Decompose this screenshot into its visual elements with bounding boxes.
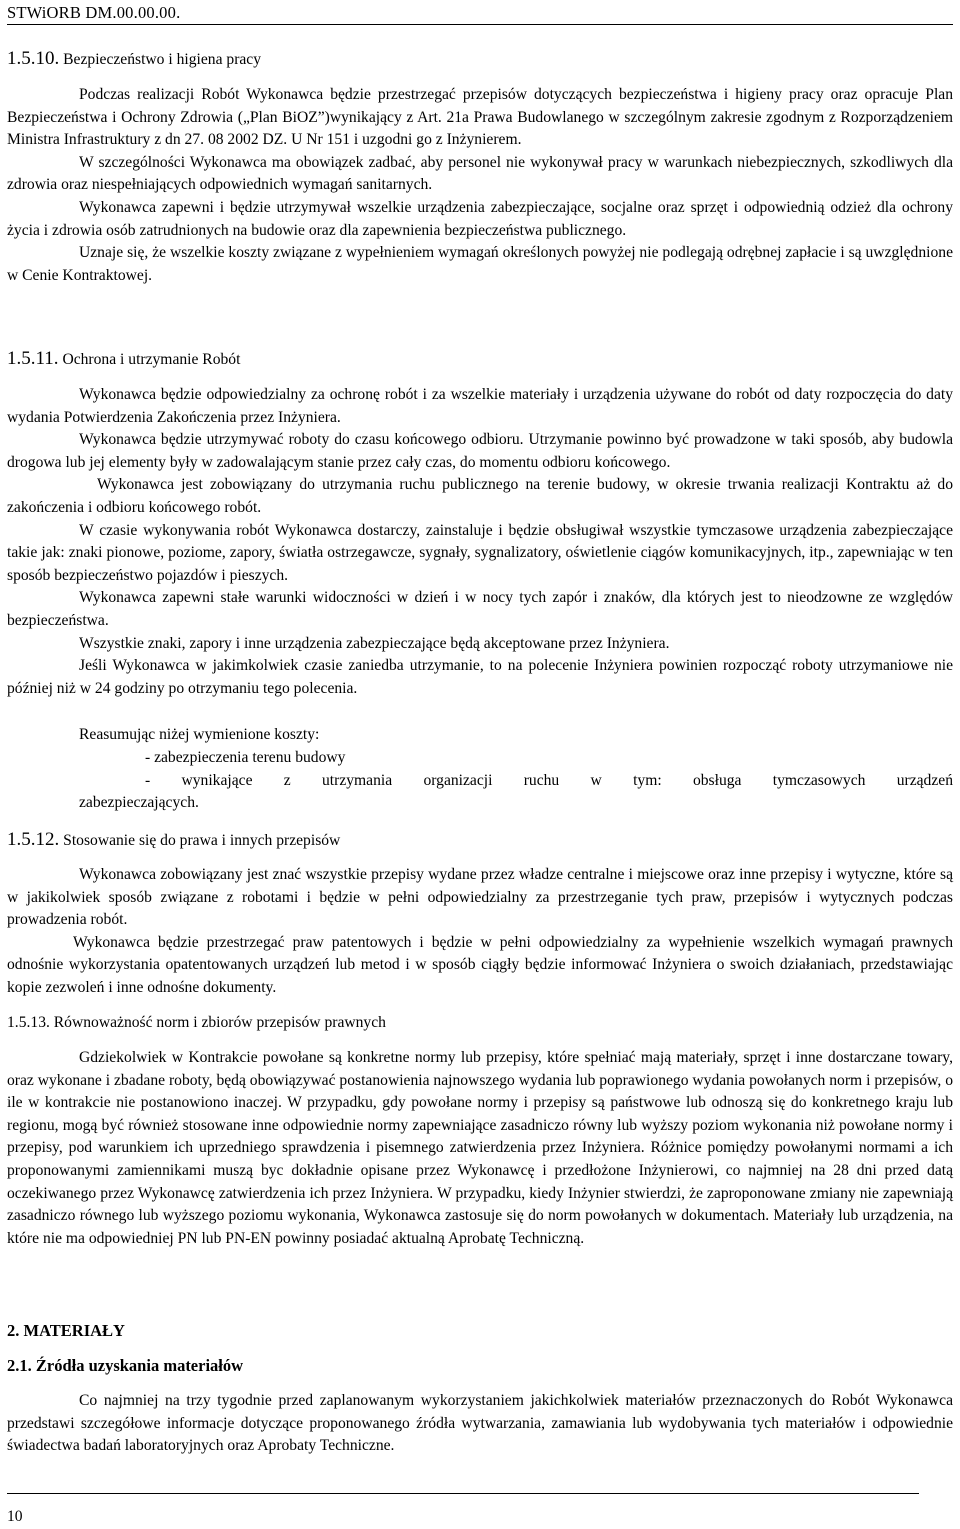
paragraph: Podczas realizacji Robót Wykonawca będzie przestrzegać przepisów dotyczących bezpieczeństwa i higieny pracy oraz opracuje Plan Bezpieczeństwa i Ochrony Zdrowia („Plan BiOZ”)wynikający z Art. 21a Prawa Budowlanego w szczególnym zakresie zgodnym z Rozporządzeniem Ministra Infrastruktury z dn 27. 08 2002 DZ. U Nr 151 i uzgodni go z Inżynierem. <box>7 86 953 149</box>
paragraph: Wykonawca będzie przestrzegać praw patentowych i będzie w pełni odpowiedzialny za wypełnienie wszelkich wymagań prawnych odnośnie wykorzystania opatentowanych urządzeń lub metod i w sposób ciągły będzie informować Inżyniera o swoich działaniach, przedstawiając kopie zezwoleń i inne odnośne dokumenty. <box>7 933 953 996</box>
paragraph: Co najmniej na trzy tygodnie przed zaplanowanym wykorzystaniem jakichkolwiek materiałów przeznaczonych do Robót Wykonawca przedstawi szczegółowe informacje dotyczące proponowanego źródła wytwarzania, zamawiania lub wydobywania tych materiałów i odpowiednie świadectwa badań laboratoryjnych oraz Aprobaty Techniczne. <box>7 1392 953 1455</box>
paragraph: W czasie wykonywania robót Wykonawca dostarczy, zainstaluje i będzie obsługiwał wszystkie tymczasowe urządzenia zabezpieczające takie jak: znaki pionowe, poziome, zapory, światła ostrzegawcze, sygnały, sygnalizatory, oświetlenie ciągów komunikacyjnych, itp., zapewniając w ten sposób bezpieczeństwo pojazdów i pieszych. <box>7 521 953 584</box>
page-number: 10 <box>7 1508 23 1525</box>
footer-divider <box>7 1493 919 1494</box>
chapter-2-heading: 2. MATERIAŁY <box>7 1321 125 1340</box>
paragraph: Wykonawca będzie odpowiedzialny za ochronę robót i za wszelkie materiały i urządzenia używane do robót od daty rozpoczęcia do daty wydania Potwierdzenia Zakończenia przez Inżyniera. <box>7 386 953 426</box>
list-intro: Reasumując niżej wymienione koszty: <box>79 726 320 743</box>
list-item: - wynikające z utrzymania organizacji ruchu w tym: obsługa tymczasowych urządzeń <box>145 772 953 789</box>
paragraph: Jeśli Wykonawca w jakimkolwiek czasie zaniedba utrzymanie, to na polecenie Inżyniera powinien rozpocząć roboty utrzymaniowe nie później niż w 24 godziny po otrzymaniu tego polecenia. <box>7 657 953 697</box>
section-number: 1.5.10. <box>7 48 60 69</box>
section-1-5-13-body <box>7 1047 953 1250</box>
section-number: 1.5.11. <box>7 348 59 369</box>
paragraph: W szczególności Wykonawca ma obowiązek zadbać, aby personel nie wykonywał pracy w warunkach niebezpiecznych, szkodliwych dla zdrowia oraz niespełniających odpowiednich wymagań sanitarnych. <box>7 153 953 194</box>
section-1-5-11-title <box>7 348 240 372</box>
section-1-5-12-body <box>7 864 953 1000</box>
paragraph: Uznaje się, że wszelkie koszty związane z wypełnieniem wymagań określonych powyżej nie podlegają odrębnej zapłacie i są uwzględnione w Cenie Kontraktowej. <box>7 244 953 284</box>
section-1-5-12-title <box>7 829 340 853</box>
paragraph: Wykonawca będzie utrzymywać roboty do czasu końcowego odbioru. Utrzymanie powinno być prowadzone w taki sposób, aby budowla drogowa lub jej elementy były w zadowalającym stanie przez cały czas, do momentu odbioru końcowego. <box>7 431 953 471</box>
section-title: Bezpieczeństwo i higiena pracy <box>63 51 262 68</box>
paragraph: Wykonawca jest zobowiązany do utrzymania ruchu publicznego na terenie budowy, w okresie trwania realizacji Kontraktu aż do zakończenia i odbioru końcowego robót. <box>7 476 953 516</box>
section-1-5-10-title <box>7 48 261 72</box>
paragraph: Gdziekolwiek w Kontrakcie powołane są konkretne normy lub przepisy, które spełniać mają materiały, sprzęt i inne dostarczane towary, oraz wykonane i zbadane roboty, będą obowiązywać postanowienia najnowszego wydania lub poprawionego wydania powołanych norm i przepisów, o ile w kontrakcie nie postanowiono inaczej. W przypadku, gdy powołane normy i przepisy są państwowe lub odnoszą się do konkretnego kraju lub regionu, mogą być również stosowane inne odpowiednie normy zapewniające zasadniczo równy lub wyższy poziom wykonania niż powołane normy i przepisy, pod warunkiem ich uprzedniego sprawdzenia i pisemnego zatwierdzenia przez Inżyniera. Różnice pomiędzy powołanymi normami a ich proponowanymi zamiennikami muszą byc dokładnie opisane przez Wykonawcę i przedłożone Inżynierowi, co najmniej na 28 dni przed datą oczekiwanego przez Wykonawcę zatwierdzenia ich przez Inżyniera. W przypadku, kiedy Inżynier stwierdzi, że zaproponowane zmiany nie zapewniają zasadniczo równego lub wyższego poziomu wykonania, Wykonawca zastosuje się do norm powołanych w dokumentach. Materiały lub urządzenia, na które nie ma odpowiedniej PN lub PN-EN powinny posiadać aktualną Aprobatę Techniczną. <box>7 1049 953 1247</box>
paragraph: Wykonawca zapewni stałe warunki widoczności w dzień i w nocy tych zapór i znaków, dla których jest to nieodzowne ze względów bezpieczeństwa. <box>7 589 953 629</box>
list-item: - zabezpieczenia terenu budowy <box>145 749 346 766</box>
document-header: STWiORB DM.00.00.00. <box>7 3 181 22</box>
section-2-1-body <box>7 1390 953 1458</box>
section-title: Stosowanie się do prawa i innych przepisów <box>63 832 341 849</box>
section-1-5-11-body <box>7 384 953 700</box>
section-2-1-heading: 2.1. Źródła uzyskania materiałów <box>7 1356 244 1375</box>
paragraph: Wykonawca zobowiązany jest znać wszystkie przepisy wydane przez władze centralne i miejscowe oraz inne przepisy i wytyczne, które są w jakikolwiek sposób związane z robotami i będzie w pełni odpowiedzialny za przestrzeganie tych praw, przepisów i wytycznych podczas prowadzenia robót. <box>7 866 953 929</box>
paragraph: Wykonawca zapewni i będzie utrzymywał wszelkie urządzenia zabezpieczające, socjalne oraz sprzęt i odpowiednią odzież dla ochrony życia i zdrowia osób zatrudnionych na budowie oraz dla zapewnienia bezpieczeństwa publicznego. <box>7 198 953 239</box>
section-1-5-10-body <box>7 84 953 287</box>
paragraph: Wszystkie znaki, zapory i inne urządzenia zabezpieczające będą akceptowane przez Inżyniera. <box>79 634 670 652</box>
section-title: Ochrona i utrzymanie Robót <box>62 351 241 368</box>
section-1-5-13-title: 1.5.13. Równoważność norm i zbiorów przepisów prawnych <box>7 1014 386 1031</box>
section-number: 1.5.12. <box>7 829 60 850</box>
header-divider <box>7 24 953 25</box>
list-item-continuation: zabezpieczających. <box>79 794 199 811</box>
